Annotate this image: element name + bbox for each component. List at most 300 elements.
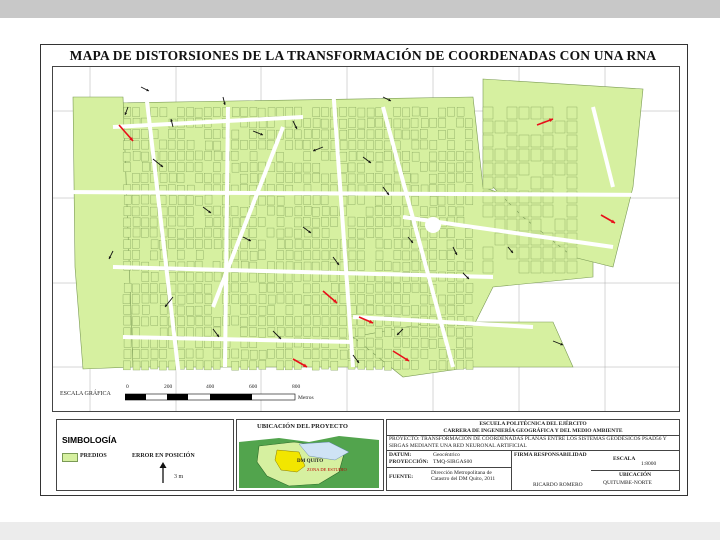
- parcel: [250, 251, 257, 260]
- parcel: [214, 206, 221, 215]
- parcel: [240, 305, 247, 314]
- parcel: [312, 262, 319, 271]
- parcel: [376, 218, 383, 227]
- parcel: [519, 149, 529, 161]
- parcel: [241, 251, 248, 260]
- parcel: [186, 361, 193, 370]
- parcel: [286, 283, 293, 292]
- parcel: [384, 240, 391, 249]
- parcel: [348, 196, 355, 205]
- parcel: [124, 195, 131, 204]
- parcel: [196, 294, 203, 303]
- parcel: [123, 152, 130, 161]
- parcel: [376, 239, 383, 248]
- parcel: [240, 327, 247, 336]
- parcel: [205, 130, 212, 139]
- parcel: [349, 251, 356, 260]
- parcel: [124, 228, 131, 237]
- parcel: [466, 360, 473, 369]
- parcel: [531, 177, 541, 189]
- parcel: [412, 327, 419, 336]
- parcel: [123, 141, 130, 150]
- parcel: [169, 361, 176, 370]
- parcel: [456, 328, 463, 337]
- parcel: [519, 163, 529, 175]
- parcel: [519, 107, 529, 119]
- parcel: [411, 339, 418, 348]
- parcel: [420, 328, 427, 337]
- parcel: [483, 149, 493, 161]
- parcel: [412, 107, 419, 116]
- parcel: [196, 250, 203, 259]
- parcel: [321, 196, 328, 205]
- parcel: [159, 349, 166, 358]
- parcel: [567, 163, 577, 175]
- parcel: [160, 328, 167, 337]
- parcel: [495, 233, 505, 245]
- parcel: [312, 218, 319, 227]
- parcel: [457, 151, 464, 160]
- parcel: [177, 327, 184, 336]
- parcel: [151, 240, 158, 249]
- parcel: [133, 108, 140, 117]
- parcel: [213, 349, 220, 358]
- parcel: [177, 108, 184, 117]
- parcel: [303, 284, 310, 293]
- parcel: [321, 108, 328, 117]
- parcel: [376, 162, 383, 171]
- parcel: [507, 177, 517, 189]
- parcel: [531, 107, 541, 119]
- parcel: [358, 163, 365, 172]
- scale-label-tb: ESCALA: [613, 456, 636, 462]
- parcel: [507, 163, 517, 175]
- parcel: [160, 295, 167, 304]
- parcel: [340, 119, 347, 128]
- parcel: [366, 218, 373, 227]
- parcel: [438, 130, 445, 139]
- parcel: [150, 294, 157, 303]
- parcel: [567, 149, 577, 161]
- parcel: [277, 349, 284, 358]
- parcel: [376, 130, 383, 139]
- scale-bar: [125, 392, 305, 402]
- parcel: [358, 360, 365, 369]
- parcel: [195, 306, 202, 315]
- parcel: [385, 283, 392, 292]
- parcel: [448, 152, 455, 161]
- parcel: [250, 140, 257, 149]
- parcel: [186, 196, 193, 205]
- source-value: Dirección Metropolitana de Catastro del DM Quito, 2011: [431, 470, 496, 482]
- parcel: [268, 306, 275, 315]
- parcel: [304, 306, 311, 315]
- parcel: [340, 317, 347, 326]
- legend-error: ERROR EN POSICIÓN: [132, 453, 195, 459]
- project-name: PROYECTO: TRANSFORMACIÓN DE COORDENADAS PLANAS ENTRE LOS SISTEMAS GEODÉSICOS PSAD56 Y SIRGAS MEDIANTE UNA RED NEURONAL ARTIFICIAL: [389, 436, 667, 449]
- parcel: [232, 163, 239, 172]
- parcel: [204, 108, 211, 117]
- parcel: [367, 141, 374, 150]
- parcel: [375, 174, 382, 183]
- parcel: [258, 273, 265, 282]
- parcel: [385, 328, 392, 337]
- parcel: [457, 107, 464, 116]
- parcel: [358, 217, 365, 226]
- parcel: [394, 119, 401, 128]
- parcel: [421, 306, 428, 315]
- parcel: [123, 218, 130, 227]
- parcel: [349, 141, 356, 150]
- parcel: [169, 173, 176, 182]
- parcel: [133, 151, 140, 160]
- parcel: [531, 205, 541, 217]
- parcel: [124, 163, 131, 172]
- parcel: [304, 152, 311, 161]
- parcel: [349, 228, 356, 237]
- parcel: [124, 316, 131, 325]
- parcel: [394, 130, 401, 139]
- parcel: [213, 360, 220, 369]
- parcel: [447, 251, 454, 260]
- parcel: [303, 163, 310, 172]
- legend-panel: [56, 419, 234, 491]
- parcel: [187, 294, 194, 303]
- parcel: [232, 361, 239, 370]
- parcel: [421, 108, 428, 117]
- parcel: [304, 240, 311, 249]
- parcel: [141, 228, 148, 237]
- signature-label: FIRMA RESPONSABILIDAD: [514, 452, 587, 458]
- parcel: [277, 327, 284, 336]
- parcel: [567, 261, 577, 273]
- parcel: [402, 294, 409, 303]
- parcel: [132, 207, 139, 216]
- parcel: [151, 360, 158, 369]
- parcel: [322, 306, 329, 315]
- parcel: [420, 207, 427, 216]
- parcel: [358, 294, 365, 303]
- parcel: [321, 140, 328, 149]
- parcel: [465, 119, 472, 128]
- parcel: [240, 317, 247, 326]
- parcel: [543, 177, 553, 189]
- parcel: [465, 294, 472, 303]
- parcel: [465, 229, 472, 238]
- parcel: [268, 108, 275, 117]
- parcel: [295, 327, 302, 336]
- parcel: [142, 305, 149, 314]
- parcel: [448, 195, 455, 204]
- parcel: [268, 283, 275, 292]
- parcel: [259, 360, 266, 369]
- parcel: [151, 316, 158, 325]
- parcel: [294, 229, 301, 238]
- career-name: CARRERA DE INGENIERÍA GEOGRÁFICA Y DEL MEDIO AMBIENTE: [443, 428, 623, 434]
- parcel: [204, 305, 211, 314]
- parcel: [421, 119, 428, 128]
- parcel: [420, 140, 427, 149]
- parcel: [304, 350, 311, 359]
- parcel: [519, 247, 529, 259]
- map-frame[interactable]: [52, 66, 680, 412]
- parcel: [159, 284, 166, 293]
- parcel: [376, 305, 383, 314]
- parcel: [357, 251, 364, 260]
- arrow-up-icon: [158, 462, 168, 484]
- parcel: [178, 284, 185, 293]
- parcel: [286, 306, 293, 315]
- parcel: [214, 272, 221, 281]
- parcel: [366, 338, 373, 347]
- parcel: [213, 108, 220, 117]
- parcel: [160, 108, 167, 117]
- parcel: [358, 240, 365, 249]
- parcel: [495, 163, 505, 175]
- parcel: [411, 130, 418, 139]
- parcel: [331, 173, 338, 182]
- parcel: [340, 141, 347, 150]
- parcel: [150, 228, 157, 237]
- parcel: [466, 152, 473, 161]
- parcel: [160, 151, 167, 160]
- parcel: [187, 108, 194, 117]
- parcel: [312, 129, 319, 138]
- parcel: [430, 162, 437, 171]
- parcel: [258, 317, 265, 326]
- parcel: [420, 162, 427, 171]
- parcel: [519, 219, 529, 231]
- parcel: [303, 140, 310, 149]
- parcel: [448, 107, 455, 116]
- parcel: [402, 251, 409, 260]
- parcel: [394, 338, 401, 347]
- parcel: [555, 247, 565, 259]
- parcel: [186, 151, 193, 160]
- parcel: [375, 339, 382, 348]
- parcel: [322, 151, 329, 160]
- parcel: [142, 162, 149, 171]
- parcel: [367, 108, 374, 117]
- parcel: [133, 250, 140, 259]
- parcel: [232, 140, 239, 149]
- legend-predios: PREDIOS: [80, 453, 107, 459]
- parcel: [267, 206, 274, 215]
- parcel: [151, 339, 158, 348]
- parcel: [142, 218, 149, 227]
- parcel: [457, 261, 464, 270]
- parcel: [124, 283, 131, 292]
- parcel: [232, 108, 239, 117]
- parcel: [294, 173, 301, 182]
- parcel: [250, 228, 257, 237]
- parcel: [205, 218, 212, 227]
- parcel: [430, 207, 437, 216]
- parcel: [124, 207, 131, 216]
- parcel: [507, 107, 517, 119]
- parcel: [331, 317, 338, 326]
- parcel: [348, 217, 355, 226]
- scale-tick: 400: [206, 384, 215, 390]
- location-panel: [236, 419, 384, 491]
- parcel: [567, 177, 577, 189]
- parcel: [232, 218, 239, 227]
- parcel: [465, 327, 472, 336]
- location-value-tb: QUITUMBE-NORTE: [603, 480, 652, 486]
- parcel: [313, 196, 320, 205]
- parcel: [178, 272, 185, 281]
- parcel: [358, 328, 365, 337]
- parcel: [205, 316, 212, 325]
- parcel: [294, 218, 301, 227]
- parcel: [483, 135, 493, 147]
- parcel: [403, 119, 410, 128]
- parcel: [232, 316, 239, 325]
- parcel: [150, 218, 157, 227]
- parcel: [295, 239, 302, 248]
- parcel: [555, 219, 565, 231]
- parcel: [312, 207, 319, 216]
- parcel: [141, 173, 148, 182]
- parcel: [439, 250, 446, 259]
- parcel: [151, 349, 158, 358]
- parcel: [348, 129, 355, 138]
- parcel: [141, 206, 148, 215]
- parcel: [430, 118, 437, 127]
- parcel: [277, 229, 284, 238]
- author-name: RICARDO ROMERO: [533, 482, 583, 488]
- parcel: [358, 140, 365, 149]
- parcel: [357, 229, 364, 238]
- parcel: [249, 317, 256, 326]
- scale-tick: 600: [249, 384, 258, 390]
- parcel: [250, 306, 257, 315]
- parcel: [466, 141, 473, 150]
- parcel: [531, 261, 541, 273]
- parcel: [258, 250, 265, 259]
- parcel: [447, 229, 454, 238]
- parcel: [507, 205, 517, 217]
- parcel: [465, 130, 472, 139]
- parcel: [186, 163, 193, 172]
- parcel: [285, 240, 292, 249]
- parcel: [543, 205, 553, 217]
- parcel: [214, 141, 221, 150]
- scale-unit: Metros: [298, 395, 314, 401]
- parcel: [312, 361, 319, 370]
- parcel: [187, 306, 194, 315]
- parcel: [507, 121, 517, 133]
- parcel: [412, 283, 419, 292]
- parcel: [322, 317, 329, 326]
- parcel: [439, 295, 446, 304]
- parcel: [420, 229, 427, 238]
- parcel: [411, 251, 418, 260]
- parcel: [483, 261, 493, 273]
- parcel: [259, 295, 266, 304]
- parcel: [457, 360, 464, 369]
- parcel: [322, 262, 329, 271]
- parcel: [456, 283, 463, 292]
- parcel: [168, 162, 175, 171]
- parcel: [543, 163, 553, 175]
- parcel: [213, 174, 220, 183]
- parcel: [133, 350, 140, 359]
- parcel: [295, 163, 302, 172]
- parcel: [412, 152, 419, 161]
- parcel: [412, 196, 419, 205]
- parcel: [141, 339, 148, 348]
- parcel: [331, 361, 338, 370]
- scale-tick: 0: [126, 384, 129, 390]
- parcel: [330, 262, 337, 271]
- parcel: [195, 162, 202, 171]
- parcel: [466, 283, 473, 292]
- parcel: [177, 339, 184, 348]
- parcel: [133, 129, 140, 138]
- parcel: [448, 207, 455, 216]
- parcel: [321, 295, 328, 304]
- parcel: [232, 349, 239, 358]
- parcel: [348, 174, 355, 183]
- parcel: [196, 273, 203, 282]
- parcel: [411, 349, 418, 358]
- parcel: [178, 350, 185, 359]
- parcel: [232, 229, 239, 238]
- parcel: [531, 149, 541, 161]
- parcel: [357, 305, 364, 314]
- parcel: [258, 217, 265, 226]
- parcel: [132, 305, 139, 314]
- parcel: [555, 121, 565, 133]
- parcel: [421, 295, 428, 304]
- parcel: [259, 306, 266, 315]
- parcel: [385, 294, 392, 303]
- parcel: [567, 135, 577, 147]
- parcel: [250, 163, 257, 172]
- parcel: [124, 305, 131, 314]
- location-title: UBICACIÓN DEL PROYECTO: [257, 423, 348, 430]
- parcel: [285, 349, 292, 358]
- parcel: [531, 219, 541, 231]
- parcel: [142, 195, 149, 204]
- parcel: [339, 328, 346, 337]
- parcel: [195, 108, 202, 117]
- parcel: [429, 339, 436, 348]
- parcel: [304, 327, 311, 336]
- parcel: [447, 262, 454, 271]
- parcel: [150, 207, 157, 216]
- parcel: [457, 207, 464, 216]
- parcel: [375, 196, 382, 205]
- parcel: [456, 239, 463, 248]
- parcel: [465, 240, 472, 249]
- parcel: [340, 163, 347, 172]
- parcel: [507, 149, 517, 161]
- parcel: [304, 251, 311, 260]
- parcel: [393, 206, 400, 215]
- parcel: [483, 107, 493, 119]
- parcel: [241, 272, 248, 281]
- parcel: [322, 206, 329, 215]
- parcel: [196, 196, 203, 205]
- parcel: [267, 349, 274, 358]
- parcel: [483, 121, 493, 133]
- parcel: [339, 305, 346, 314]
- parcel: [340, 130, 347, 139]
- parcel: [186, 217, 193, 226]
- parcel: [402, 229, 409, 238]
